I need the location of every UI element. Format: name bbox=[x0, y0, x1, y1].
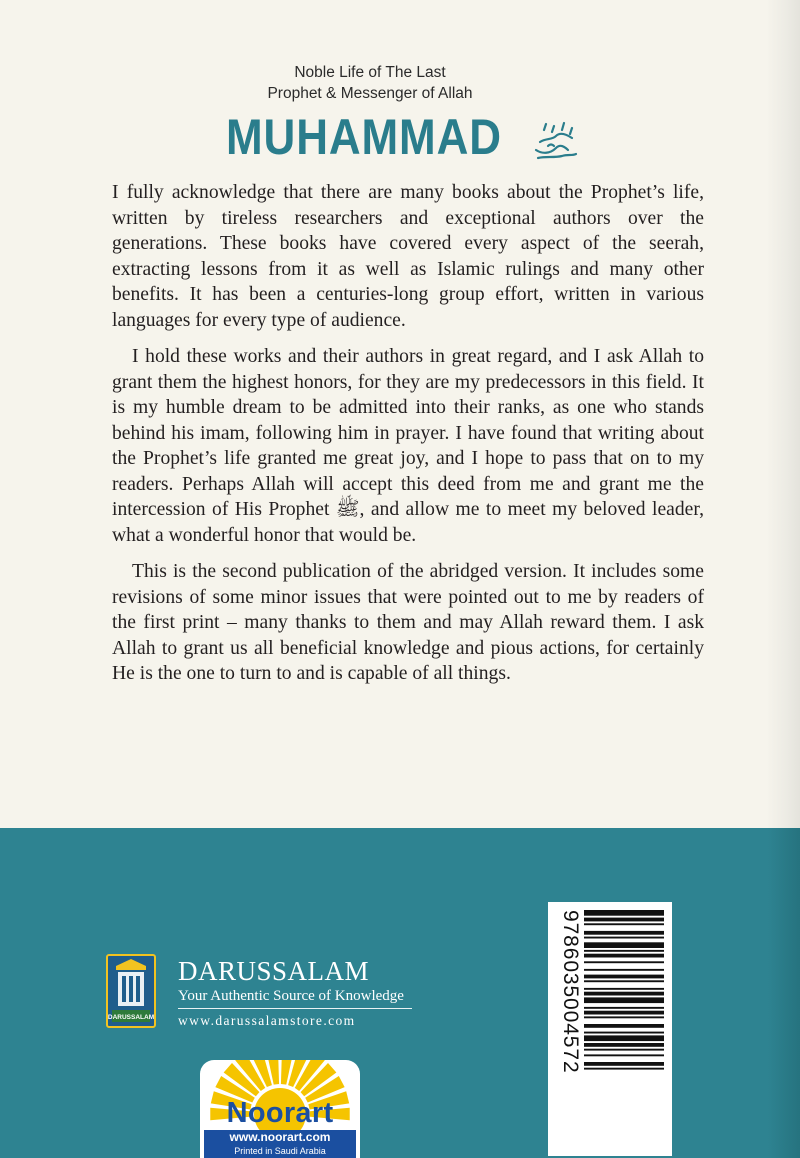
barcode-bar bbox=[584, 961, 664, 963]
logo-label: DARUSSALAM bbox=[108, 1014, 154, 1021]
band-edge-shadow bbox=[768, 828, 800, 1158]
darussalam-logo-icon bbox=[106, 954, 156, 1028]
barcode-bar bbox=[584, 1035, 664, 1041]
pbuh-calligraphy-icon bbox=[532, 120, 578, 160]
barcode-bar bbox=[584, 1032, 664, 1034]
noorart-name: Noorart bbox=[226, 1097, 334, 1129]
barcode-bar bbox=[584, 950, 664, 952]
barcode-bar bbox=[584, 969, 664, 971]
printed-in-label: Printed in Saudi Arabia bbox=[204, 1145, 356, 1158]
barcode-bar bbox=[584, 1054, 664, 1056]
barcode-bar bbox=[584, 1016, 664, 1018]
barcode-bar bbox=[584, 988, 664, 990]
title-row bbox=[226, 109, 578, 165]
barcode-bar bbox=[584, 937, 664, 939]
isbn-number: 9786035004572 bbox=[559, 910, 582, 1074]
page-edge-shadow bbox=[766, 0, 800, 830]
publisher-block bbox=[178, 956, 412, 1030]
cover-header bbox=[0, 62, 740, 104]
book-title: MUHAMMAD bbox=[226, 109, 502, 165]
barcode-bar bbox=[584, 954, 664, 958]
noorart-sticker bbox=[200, 1060, 360, 1158]
barcode-bar bbox=[584, 1043, 664, 1047]
noorart-url: www.noorart.com bbox=[204, 1130, 356, 1145]
barcode-bar bbox=[584, 992, 664, 996]
barcode-bar bbox=[584, 1049, 664, 1051]
barcode-bar bbox=[584, 918, 664, 922]
paragraph-2: I hold these works and their authors in great regard, and I ask Allah to grant them the highest honors, for they are my predecessors in this field. It is my humble dream to be admitted into their ranks, as one who stands behind his imam, following him in prayer. I have found that writing about the Prophet’s life granted me great joy, and I hope to pass that on to my readers. Perhaps Allah will accept this deed from me and grant me the intercession of His Prophet ﷺ, and allow me to meet my beloved leader, what a wonderful honor that would be. bbox=[112, 346, 704, 546]
paragraph-1: I fully acknowledge that there are many books about the Prophet’s life, written by tireless researchers and exceptional authors over the generations. These books have covered every aspect of the seerah, extracting lessons from it as well as Islamic rulings and many other benefits. It has been a centuries-long group effort, written in various languages for every type of audience. bbox=[112, 182, 704, 331]
barcode-bar bbox=[584, 910, 664, 916]
logo-emblem bbox=[108, 956, 154, 1026]
publisher-tagline: Your Authentic Source of Knowledge bbox=[178, 988, 404, 1004]
barcode-bar bbox=[584, 931, 664, 935]
barcode-bar bbox=[584, 1011, 664, 1015]
subtitle-line-1: Noble Life of The Last bbox=[294, 64, 446, 81]
paragraph-3: This is the second publication of the abridged version. It includes some revisions of some minor issues that were pointed out to me by readers of the first print – many thanks to them and may Allah reward them. I ask Allah to grant us all beneficial knowledge and pious actions, for certainly He is the one to turn to and is capable of all things. bbox=[112, 561, 704, 684]
publisher-url: www.darussalamstore.com bbox=[178, 1013, 356, 1028]
barcode-bar bbox=[584, 942, 664, 948]
barcode-bar bbox=[584, 975, 664, 979]
publisher-name: DARUSSALAM bbox=[178, 956, 370, 986]
barcode-bar bbox=[584, 1068, 664, 1070]
barcode-bar bbox=[584, 997, 664, 1003]
barcode-bar bbox=[584, 1062, 664, 1066]
barcode-bar bbox=[584, 1007, 664, 1009]
blurb-text bbox=[112, 180, 704, 698]
barcode-bar bbox=[584, 980, 664, 982]
barcode-bar bbox=[584, 923, 664, 925]
subtitle-line-2: Prophet & Messenger of Allah bbox=[267, 85, 473, 102]
barcode-bar bbox=[584, 1024, 664, 1028]
publisher-divider bbox=[178, 1008, 412, 1009]
